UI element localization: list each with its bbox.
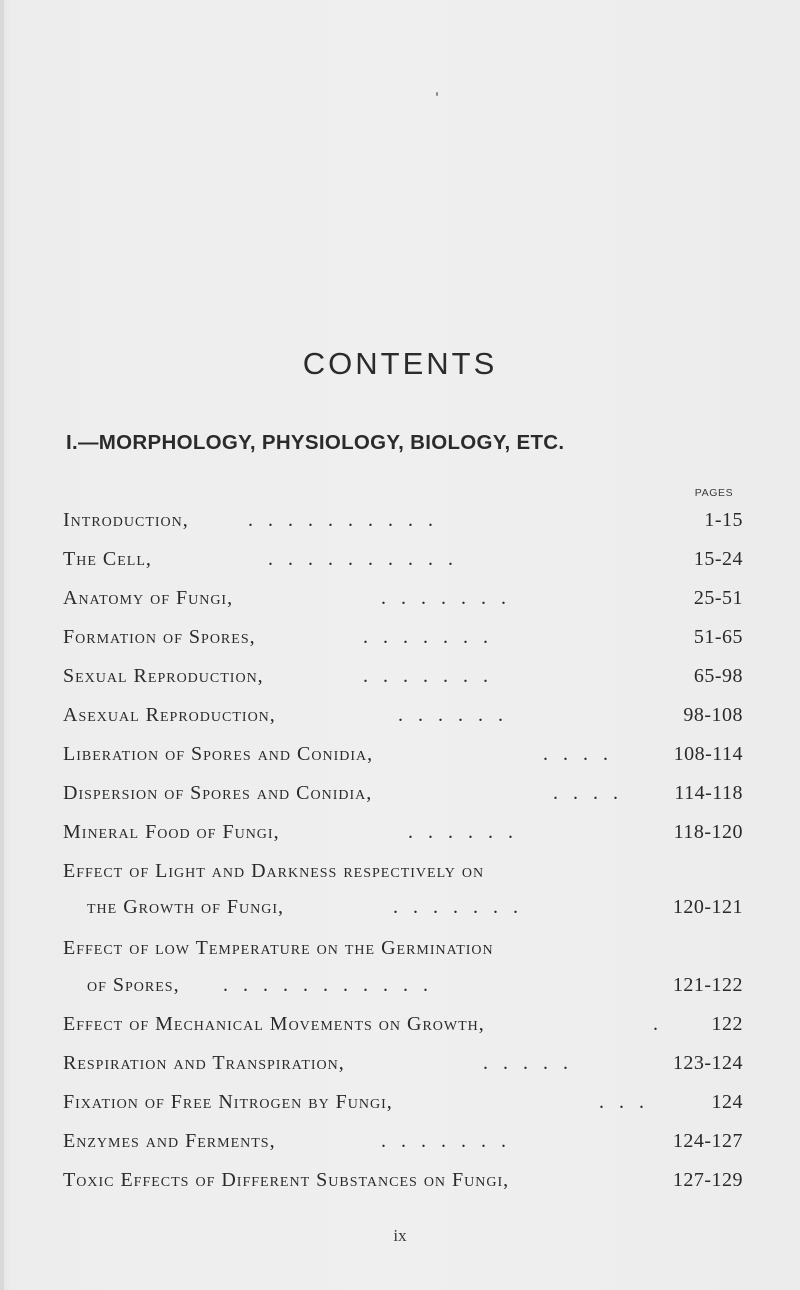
toc-leader-dots: . . .	[599, 1091, 644, 1113]
toc-entry-title: Effect of Mechanical Movements on Growth,	[63, 1013, 485, 1035]
toc-entry	[63, 860, 743, 890]
toc-leader-dots: . . . .	[553, 782, 618, 804]
toc-entry-title: Effect of low Temperature on the Germination	[63, 937, 494, 959]
toc-leader-dots: . . . .	[543, 743, 608, 765]
toc-leader-dots: . . . . . . .	[363, 665, 488, 687]
toc-entry-pages: 98-108	[683, 704, 743, 726]
toc-entry-title: Liberation of Spores and Conidia,	[63, 743, 374, 765]
toc-entry-pages: 123-124	[672, 1052, 743, 1074]
toc-entry-title: Sexual Reproduction,	[63, 665, 264, 687]
toc-entry	[63, 1013, 743, 1043]
toc-leader-dots: . . . . . . .	[393, 896, 518, 918]
toc-entry-title: Mineral Food of Fungi,	[63, 821, 280, 843]
section-heading: I.—MORPHOLOGY, PHYSIOLOGY, BIOLOGY, ETC.	[66, 431, 565, 454]
toc-entry	[63, 1091, 743, 1121]
toc-leader-dots: .	[653, 1013, 658, 1035]
toc-entry-title: Enzymes and Ferments,	[63, 1130, 276, 1152]
pages-column-label: PAGES	[694, 487, 734, 499]
toc-entry-title: Respiration and Transpiration,	[63, 1052, 345, 1074]
toc-entry-title: Dispersion of Spores and Conidia,	[63, 782, 373, 804]
toc-leader-dots: . . . . . . . . . .	[268, 548, 453, 570]
toc-entry	[63, 704, 743, 734]
toc-entry-pages: 51-65	[693, 626, 743, 648]
toc-entry-pages: 124-127	[672, 1130, 743, 1152]
toc-entry	[63, 937, 743, 967]
toc-leader-dots: . . . . . .	[408, 821, 513, 843]
toc-entry	[63, 548, 743, 578]
toc-entry-pages: 1-15	[704, 509, 743, 531]
toc-entry-title: Formation of Spores,	[63, 626, 256, 648]
toc-entry-pages: 25-51	[693, 587, 743, 609]
toc-entry	[63, 1052, 743, 1082]
toc-entry	[63, 821, 743, 851]
toc-entry	[63, 665, 743, 695]
toc-entry-pages: 108-114	[673, 743, 743, 765]
toc-entry-pages: 120-121	[672, 896, 743, 918]
toc-entry-continuation	[63, 896, 743, 926]
toc-entry	[63, 743, 743, 773]
toc-leader-dots: . . . . . . .	[363, 626, 488, 648]
paper-speck	[436, 92, 438, 96]
toc-entry-pages: 15-24	[693, 548, 743, 570]
toc-entry	[63, 782, 743, 812]
toc-entry	[63, 1130, 743, 1160]
page-number: ix	[393, 1226, 407, 1245]
toc-leader-dots: . . . . . . .	[381, 587, 506, 609]
toc-entry-title: Effect of Light and Darkness respectively on	[63, 860, 485, 882]
toc-entry	[63, 1169, 743, 1199]
toc-entry-title: Asexual Reproduction,	[63, 704, 276, 726]
toc-entry-title: The Cell,	[63, 548, 152, 570]
toc-leader-dots: . . . . .	[483, 1052, 568, 1074]
toc-entry-pages: 118-120	[673, 821, 743, 843]
toc-entry-pages: 65-98	[693, 665, 743, 687]
toc-entry	[63, 587, 743, 617]
toc-entry-pages: 121-122	[672, 974, 743, 996]
toc-entry-continuation	[63, 974, 743, 1004]
toc-entry-title: Introduction,	[63, 509, 189, 531]
toc-leader-dots: . . . . . . . . . .	[248, 509, 433, 531]
toc-entry-title: of Spores,	[87, 974, 180, 996]
toc-leader-dots: . . . . . .	[398, 704, 503, 726]
toc-entry-title: Fixation of Free Nitrogen by Fungi,	[63, 1091, 393, 1113]
toc-entry-title: Toxic Effects of Different Substances on Fungi,	[63, 1169, 510, 1191]
toc-entry	[63, 626, 743, 656]
toc-leader-dots: . . . . . . .	[381, 1130, 506, 1152]
toc-entry-title: the Growth of Fungi,	[87, 896, 284, 918]
toc-entry-pages: 122	[711, 1013, 743, 1035]
toc-entry	[63, 509, 743, 539]
toc-entry-title: Anatomy of Fungi,	[63, 587, 234, 609]
contents-title: CONTENTS	[302, 346, 498, 381]
toc-entry-pages: 124	[711, 1091, 743, 1113]
toc-entry-pages: 127-129	[672, 1169, 743, 1191]
page-edge-shadow	[0, 0, 4, 1290]
toc-leader-dots: . . . . . . . . . . .	[223, 974, 428, 996]
toc-entry-pages: 114-118	[674, 782, 743, 804]
